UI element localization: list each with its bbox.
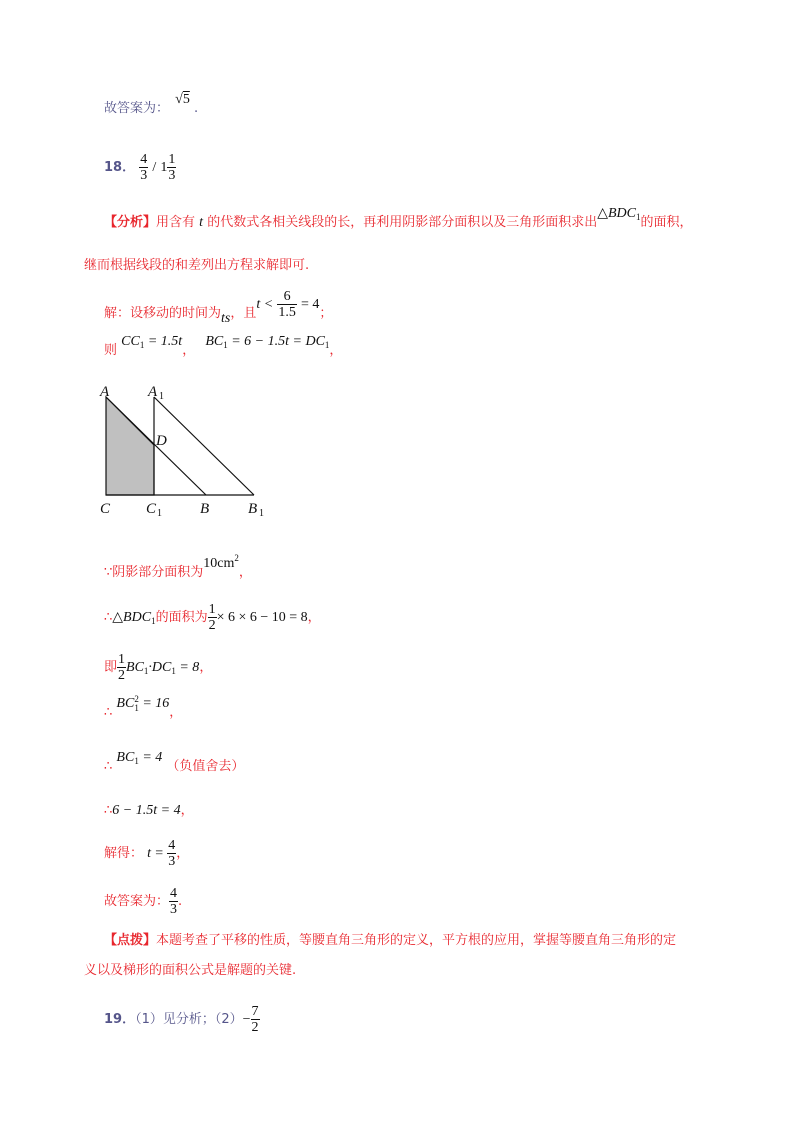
analysis-tag: 【分析】	[104, 215, 157, 230]
tip-line-2: 义以及梯形的面积公式是解题的关键.	[84, 963, 297, 978]
label-C1-sub: 1	[157, 508, 162, 519]
label-A: A	[100, 384, 110, 400]
answer-label: 故答案为：	[104, 101, 170, 116]
equation-statement: ∴6 − 1.5t = 4，	[104, 803, 194, 818]
square-statement: ∴ BC 2 1 = 16，	[104, 694, 183, 721]
product-statement: 即 $\frac{1}{2}$ $BC_1\cdot DC_1 = 8$，	[104, 652, 213, 683]
segment-A1B1	[154, 397, 254, 495]
label-C1: C	[146, 501, 157, 517]
fraction-four-thirds: $\frac{4}{3}$	[140, 152, 148, 183]
translation-figure	[96, 383, 276, 523]
label-B1-sub: 1	[259, 508, 264, 519]
final-answer: 故答案为： $\frac{4}{3}$ .	[104, 886, 183, 917]
analysis-paragraph: 【分析】用含有 t 的代数式各相关线段的长，再利用阴影部分面积以及三角形面积求出$\triangle BDC_1$的面积，	[104, 206, 693, 230]
question-number: 19．	[104, 1012, 136, 1027]
question-18-answer: 18． $\frac{4}{3}$ / 1 $\frac{1}{3}$	[104, 152, 176, 183]
triangle-area-statement: $\therefore\triangle BDC_1$的面积为 $\frac{1}{2}$ × 6 × 6 − 10 = 8，	[104, 602, 321, 633]
shaded-region	[106, 397, 154, 495]
question-19-answer: 19．（1）见分析；（2）− $\frac{7}{2}$	[104, 1004, 259, 1035]
tip-paragraph: 【点拨】本题考查了平移的性质，等腰直角三角形的定义，平方根的应用，掌握等腰直角三角形的定	[104, 933, 677, 948]
bc-value-statement: ∴ $BC_1 = 4$ （负值舍去）	[104, 750, 245, 774]
fraction-six-over-one-five: $\frac{6}{1.5}$	[278, 289, 296, 320]
tip-tag: 【点拨】	[104, 933, 157, 948]
segment-lengths: 则 $CC_1 = 1.5t$， $BC_1 = 6 - 1.5t = DC_1$，	[104, 334, 343, 358]
label-A1: A	[148, 384, 158, 400]
solve-statement: 解得： t = $\frac{4}{3}$ ，	[104, 838, 190, 869]
label-A1-sub: 1	[159, 391, 164, 402]
note-negative-discarded: （负值舍去）	[166, 759, 245, 774]
label-B: B	[200, 501, 210, 517]
sqrt-expression: √5	[175, 92, 190, 107]
fraction-mixed: $\frac{1}{3}$	[168, 152, 176, 183]
answer-line-17: 故答案为： √5 .	[104, 92, 199, 116]
label-D: D	[156, 433, 167, 449]
label-C: C	[100, 501, 111, 517]
label-B1: B	[248, 501, 258, 517]
question-number: 18．	[104, 160, 136, 175]
shaded-area-statement: ∵阴影部分面积为$10cm^2$，	[104, 553, 252, 580]
analysis-line-2: 继而根据线段的和差列出方程求解即可.	[84, 258, 310, 273]
solution-setup: 解：设移动的时间为ts，且t < $\frac{6}{1.5}$ = 4；	[104, 289, 333, 326]
